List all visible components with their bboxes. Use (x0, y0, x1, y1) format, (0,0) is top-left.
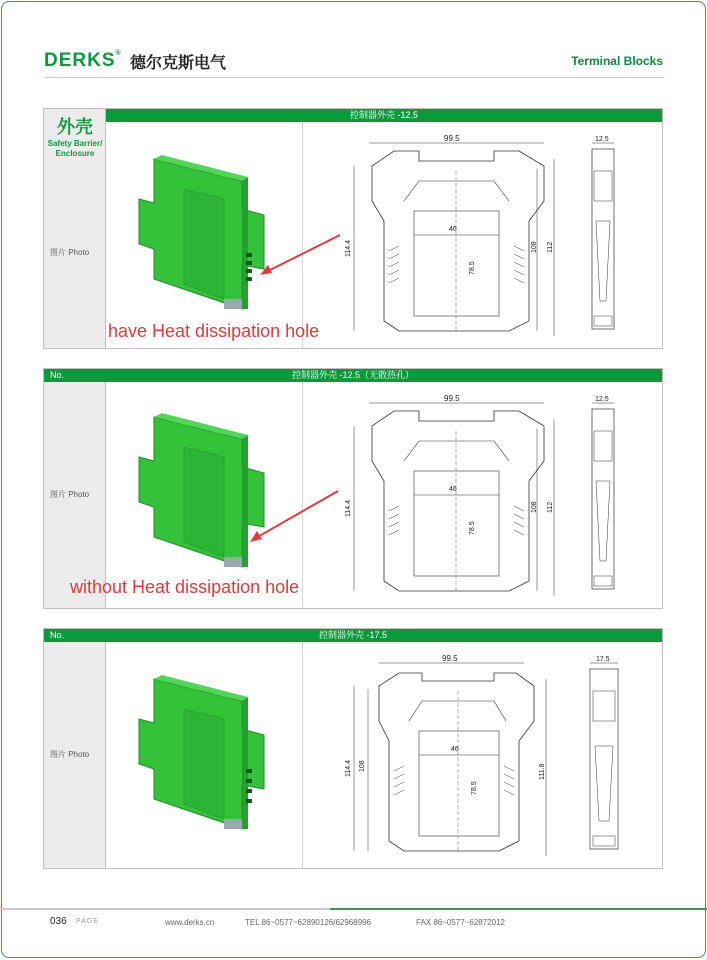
heat-hole (246, 789, 252, 793)
brand-logo: DERKS® (44, 50, 122, 71)
footer-line-right (330, 908, 707, 910)
page-header (0, 0, 707, 80)
photo-label: 图片 Photo (50, 750, 90, 759)
footer-website: www.derks.cn (165, 918, 215, 927)
photo-label: 图片 Photo (50, 490, 90, 499)
svg-text:112: 112 (547, 241, 554, 253)
svg-text:46: 46 (449, 486, 457, 493)
svg-text:114.4: 114.4 (345, 500, 352, 517)
annotation-arrow (254, 229, 344, 279)
section-title-bar (44, 629, 662, 642)
section-title: 控制器外壳 -12.5（无散热孔） (291, 370, 414, 380)
side-view-drawing (584, 131, 624, 341)
heat-hole (246, 269, 252, 273)
svg-text:99.5: 99.5 (444, 394, 460, 403)
svg-text:12.5: 12.5 (595, 396, 609, 403)
dim-width: 99.5 (444, 134, 460, 143)
svg-text:114.4: 114.4 (345, 760, 352, 777)
heat-hole (246, 779, 252, 783)
svg-text:12.5: 12.5 (595, 136, 609, 143)
footer-fax: FAX 86~0577~62872012 (416, 918, 505, 927)
heat-hole (246, 769, 252, 773)
heat-hole (246, 799, 252, 803)
header-divider (44, 77, 664, 78)
section-title-bar (44, 369, 662, 382)
svg-text:108: 108 (531, 501, 538, 513)
photo-label: 图片 Photo (50, 248, 90, 257)
section-label-column (44, 369, 106, 608)
product-section-1 (43, 108, 663, 349)
section-label-column (44, 109, 106, 348)
side-view-drawing (584, 391, 624, 601)
section-title-bar (106, 109, 662, 122)
footer-line-left (0, 908, 330, 910)
svg-text:46: 46 (451, 746, 459, 753)
category-label-cn: 外壳 (57, 117, 93, 137)
front-view-drawing (334, 651, 564, 861)
enclosure-photo (124, 669, 284, 839)
page-label: PAGE (76, 918, 99, 925)
category-title: Terminal Blocks (571, 54, 663, 68)
heat-hole (246, 277, 252, 281)
svg-text:17.5: 17.5 (596, 656, 610, 663)
annotation-arrow (244, 487, 344, 547)
svg-text:108: 108 (531, 241, 538, 253)
heat-hole (246, 261, 252, 265)
annotation-text: have Heat dissipation hole (108, 321, 320, 341)
front-view-drawing (344, 131, 564, 341)
svg-text:78.5: 78.5 (469, 261, 476, 275)
section-title: 控制器外壳 -17.5 (318, 630, 387, 640)
annotation-text: without Heat dissipation hole (70, 577, 300, 597)
front-view-drawing (344, 391, 564, 601)
page-number: 036 (50, 916, 67, 927)
brand-name-cn: 德尔克斯电气 (130, 55, 227, 72)
svg-text:78.5: 78.5 (471, 781, 478, 795)
product-section-2 (43, 368, 663, 609)
no-label: No. (50, 630, 65, 640)
section-title: 控制器外壳 -12.5 (349, 110, 418, 120)
category-label-en: Safety Barrier/ Enclosure (47, 139, 103, 158)
no-label: No. (50, 370, 65, 380)
svg-text:78.5: 78.5 (469, 521, 476, 535)
column-divider (302, 642, 303, 868)
svg-text:114.4: 114.4 (345, 240, 352, 257)
product-section-3 (43, 628, 663, 869)
svg-text:46: 46 (449, 226, 457, 233)
side-view-drawing (584, 651, 628, 861)
svg-text:111.8: 111.8 (539, 763, 546, 780)
heat-hole (246, 253, 252, 257)
svg-text:112: 112 (547, 501, 554, 513)
svg-text:99.5: 99.5 (442, 654, 458, 663)
svg-text:108: 108 (359, 760, 366, 772)
footer-tel: TEL 86~0577~62890126/62968996 (245, 918, 372, 927)
section-label-column (44, 629, 106, 868)
